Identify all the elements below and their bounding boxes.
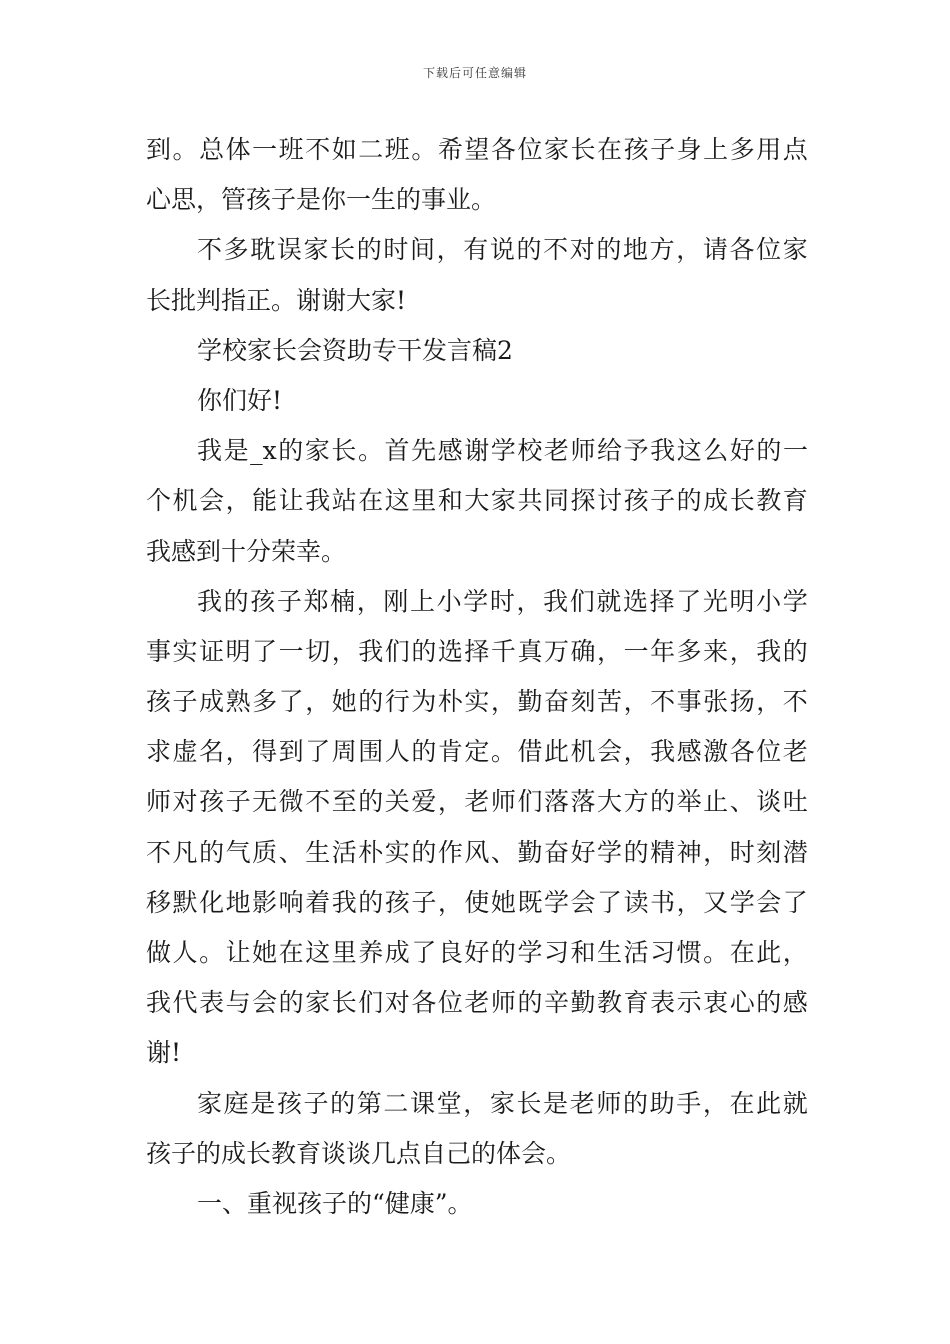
text-line: 我 是 _x 的 家 长 。 首 先 感 谢 学 校 老 师 给 予 我 这 么 好 的 一 bbox=[197, 436, 808, 466]
text-line: 孩 子 成 熟 多 了 ， 她 的 行 为 朴 实 ， 勤 奋 刻 苦 ， 不 事 张 扬 ， 不 bbox=[146, 687, 808, 717]
text-line: 做 人 。 让 她 在 这 里 养 成 了 良 好 的 学 习 和 生 活 习 惯 。 在 此 ， bbox=[146, 938, 808, 967]
page-header-note: 下载后可任意编辑 bbox=[422, 66, 527, 80]
text-line: 孩子的成长教育谈谈几点自己的体会。 bbox=[146, 1138, 572, 1168]
text-line: 事 实 证 明 了 一 切 ， 我 们 的 选 择 千 真 万 确 ， 一 年 多 来 ， 我 的 bbox=[146, 636, 808, 666]
text-line: 谢! bbox=[146, 1038, 182, 1068]
text-line: 师 对 孩 子 无 微 不 至 的 关 爱 ， 老 师 们 落 落 大 方 的 举 止 、 谈 吐 bbox=[146, 787, 808, 817]
text-line: 我感到十分荣幸。 bbox=[146, 536, 347, 566]
text-line: 一、重视孩子的“健康”。 bbox=[197, 1188, 473, 1218]
text-line: 心思，管孩子是你一生的事业。 bbox=[146, 185, 497, 215]
text-line: 个 机 会 ， 能 让 我 站 在 这 里 和 大 家 共 同 探 讨 孩 子 的 成 长 教 育 bbox=[146, 486, 808, 516]
text-line: 不 多 耽 误 家 长 的 时 间 ， 有 说 的 不 对 的 地 方 ， 请 各 位 家 bbox=[197, 235, 808, 265]
text-line: 求 虚 名 ， 得 到 了 周 围 人 的 肯 定 。 借 此 机 会 ， 我 感 激 各 位 老 bbox=[146, 737, 808, 767]
document-body bbox=[146, 125, 808, 1229]
text-line: 家 庭 是 孩 子 的 第 二 课 堂 ， 家 长 是 老 师 的 助 手 ， 在 此 就 bbox=[197, 1088, 808, 1118]
text-line: 不 凡 的 气 质 、 生 活 朴 实 的 作 风 、 勤 奋 好 学 的 精 神 ， 时 刻 潜 bbox=[146, 837, 808, 867]
text-line: 长批判指正。谢谢大家! bbox=[146, 285, 407, 315]
text-line: 移 默 化 地 影 响 着 我 的 孩 子 ， 使 她 既 学 会 了 读 书 ， 又 学 会 了 bbox=[146, 887, 808, 917]
text-line: 我 代 表 与 会 的 家 长 们 对 各 位 老 师 的 辛 勤 教 育 表 示 衷 心 的 感 bbox=[146, 988, 808, 1018]
text-line: 到 。 总 体 一 班 不 如 二 班 。 希 望 各 位 家 长 在 孩 子 身 上 多 用 点 bbox=[146, 135, 808, 164]
text-line: 我 的 孩 子 郑 楠 ， 刚 上 小 学 时 ， 我 们 就 选 择 了 光 明 小 学 bbox=[197, 586, 808, 616]
text-line: 你们好! bbox=[197, 385, 283, 415]
text-line: 学校家长会资助专干发言稿2 bbox=[197, 335, 513, 365]
